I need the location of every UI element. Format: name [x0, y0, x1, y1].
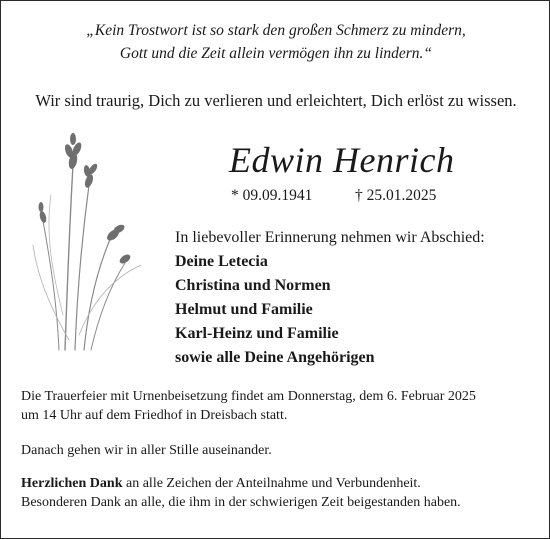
thanks-block: [21, 474, 531, 512]
funeral-line-1: Die Trauerfeier mit Urnenbeisetzung findet am Donnerstag, dem 6. Februar 2025: [21, 389, 476, 404]
wheat-stalks-icon: [29, 125, 149, 355]
gathering-note: [21, 441, 531, 460]
mourner-name: Christina und Normen: [175, 277, 331, 294]
funeral-details: [21, 387, 531, 425]
farewell-lead: In liebevoller Erinnerung nehmen wir Abschied:: [175, 229, 485, 246]
deceased-name: Edwin Henrich: [229, 140, 455, 180]
death-date: † 25.01.2025: [355, 187, 437, 204]
consolation-quote: [1, 19, 550, 65]
thanks-bold: Herzlichen Dank: [21, 476, 123, 491]
mourner-name: Deine Letecia: [175, 253, 268, 270]
mourner-name: Helmut und Familie: [175, 301, 313, 318]
funeral-line-2: um 14 Uhr auf dem Friedhof in Dreisbach statt.: [21, 408, 288, 423]
mourner-name: Karl-Heinz und Familie: [175, 325, 339, 342]
life-dates: [231, 187, 436, 205]
farewell-block: [175, 226, 485, 370]
thanks-line-1: [21, 474, 531, 493]
intro-sentence: Wir sind traurig, Dich zu verlieren und erleichtert, Dich erlöst zu wissen.: [35, 91, 517, 110]
thanks-line-2: Besonderen Dank an alle, die ihm in der schwierigen Zeit beigestanden haben.: [21, 495, 461, 510]
quote-line-2: Gott und die Zeit allein vermögen ihn zu lindern.“: [119, 45, 433, 62]
birth-date: * 09.09.1941: [231, 187, 313, 204]
quote-line-1: „Kein Trostwort ist so stark den großen Schmerz zu mindern,: [86, 22, 466, 39]
mourner-name: sowie alle Deine Angehörigen: [175, 349, 375, 366]
thanks-rest: an alle Zeichen der Anteilnahme und Verbundenheit.: [122, 476, 421, 491]
gathering-line: Danach gehen wir in aller Stille auseinander.: [21, 443, 272, 458]
